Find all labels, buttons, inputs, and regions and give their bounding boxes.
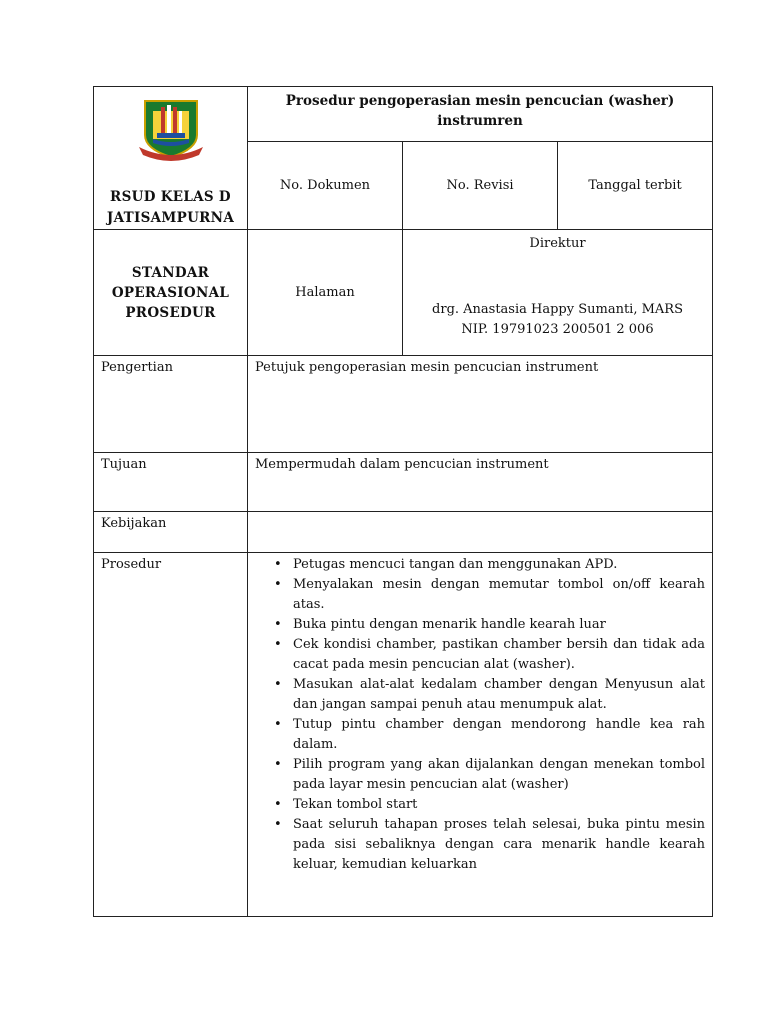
step-item: • Pilih program yang akan dijalankan dengan menekan tombol pada layar mesin pencucian alat (washer)	[248, 755, 705, 795]
hospital-logo-cell	[94, 87, 248, 230]
issue-date-label: Tanggal terbit	[558, 142, 713, 230]
hospital-name	[94, 187, 247, 229]
page-label: Halaman	[248, 230, 403, 356]
director-signature	[403, 230, 713, 356]
prosedur-label: Prosedur	[94, 553, 248, 917]
sop-heading	[94, 230, 248, 356]
prosedur-steps-cell	[248, 553, 713, 917]
sop-heading-line3: PROSEDUR	[125, 304, 216, 321]
step-item: • Petugas mencuci tangan dan menggunakan APD.	[248, 555, 705, 575]
director-title: Direktur	[529, 236, 586, 251]
step-item: • Cek kondisi chamber, pastikan chamber bersih dan tidak ada cacat pada mesin pencucian alat (washer).	[248, 635, 705, 675]
sop-heading-line1: STANDAR	[131, 264, 210, 281]
bekasi-logo	[139, 97, 203, 163]
step-item: • Masukan alat-alat kedalam chamber dengan Menyusun alat dan jangan sampai penuh atau menumpuk alat.	[248, 675, 705, 715]
sop-document	[93, 86, 712, 917]
revision-label: No. Revisi	[403, 142, 558, 230]
prosedur-steps	[248, 553, 712, 875]
pengertian-label: Pengertian	[94, 356, 248, 453]
sop-table	[93, 86, 713, 917]
kebijakan-label: Kebijakan	[94, 512, 248, 553]
hospital-name-line1: RSUD KELAS D	[110, 189, 231, 205]
director-nip: NIP. 19791023 200501 2 006	[461, 322, 654, 337]
sop-heading-line2: OPERASIONAL	[111, 284, 230, 301]
tujuan-label: Tujuan	[94, 453, 248, 512]
step-item: • Buka pintu dengan menarik handle kearah luar	[248, 615, 705, 635]
document-title: Prosedur pengoperasian mesin pencucian (washer) instrumren	[248, 87, 713, 142]
director-name: drg. Anastasia Happy Sumanti, MARS	[432, 302, 683, 317]
step-item: • Menyalakan mesin dengan memutar tombol on/off kearah atas.	[248, 575, 705, 615]
step-item: • Tekan tombol start	[248, 795, 705, 815]
pengertian-value: Petujuk pengoperasian mesin pencucian instrument	[248, 356, 713, 453]
kebijakan-value	[248, 512, 713, 553]
doc-number-label: No. Dokumen	[248, 142, 403, 230]
tujuan-value: Mempermudah dalam pencucian instrument	[248, 453, 713, 512]
hospital-name-line2: JATISAMPURNA	[106, 210, 235, 226]
step-item: • Tutup pintu chamber dengan mendorong handle kea rah dalam.	[248, 715, 705, 755]
step-item: • Saat seluruh tahapan proses telah selesai, buka pintu mesin pada sisi sebaliknya dengan cara menarik handle kearah keluar, kemudian keluarkan	[248, 815, 705, 875]
